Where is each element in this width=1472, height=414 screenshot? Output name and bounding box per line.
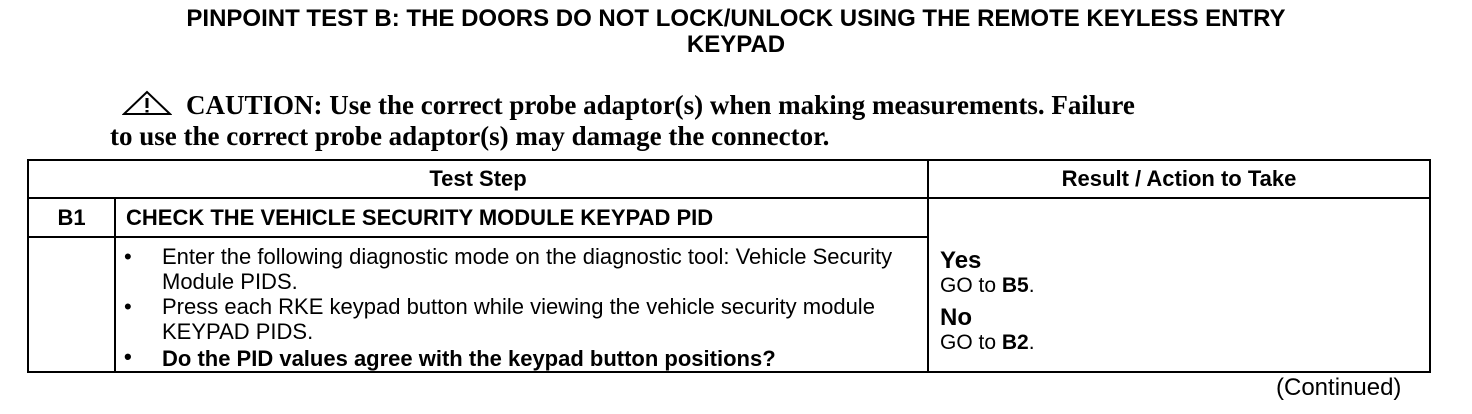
- caution-line-1: [110, 90, 1410, 121]
- yes-label: Yes: [940, 247, 982, 274]
- header-result: Result / Action to Take: [928, 160, 1430, 198]
- step-title: CHECK THE VEHICLE SECURITY MODULE KEYPAD PID: [115, 198, 928, 237]
- yes-action: [940, 273, 1429, 298]
- no-action-text: GO to: [940, 331, 1002, 354]
- instruction-text: Enter the following diagnostic mode on the diagnostic tool: Vehicle Security Module PIDS.: [162, 244, 893, 294]
- list-item: [116, 344, 927, 371]
- yes-target-link[interactable]: B5: [1001, 274, 1029, 297]
- step-id: B1: [28, 198, 115, 237]
- warning-triangle-icon: [122, 90, 172, 116]
- header-test-step: Test Step: [28, 160, 928, 198]
- instruction-text: Press each RKE keypad button while viewing the vehicle security module KEYPAD PIDS.: [162, 294, 875, 344]
- yes-action-text: GO to: [940, 274, 1002, 297]
- bullet-icon: •: [124, 294, 132, 319]
- pinpoint-test-table: [27, 159, 1431, 373]
- table-header-row: [28, 160, 1430, 198]
- no-action: [940, 330, 1429, 355]
- bullet-icon: •: [124, 244, 132, 269]
- caution-line-2: to use the correct probe adaptor(s) may damage the connector.: [110, 121, 830, 151]
- title-line-1: PINPOINT TEST B: THE DOORS DO NOT LOCK/UNLOCK USING THE REMOTE KEYLESS ENTRY: [186, 5, 1286, 32]
- page-title: [0, 6, 1472, 58]
- no-label: No: [940, 304, 973, 331]
- bullet-icon: •: [124, 344, 132, 369]
- yes-period: .: [1028, 274, 1035, 297]
- step-title-row: [28, 198, 1430, 237]
- instruction-list: [116, 238, 927, 371]
- instruction-question: Do the PID values agree with the keypad button positions?: [162, 346, 776, 371]
- list-item: [116, 294, 927, 344]
- result-cell: [928, 198, 1430, 372]
- step-instructions: [115, 237, 928, 372]
- caution-note: [110, 90, 1410, 152]
- caution-text-1: CAUTION: Use the correct probe adaptor(s) when making measurements. Failure: [186, 90, 1135, 120]
- step-id-empty: [28, 237, 115, 372]
- title-line-2: KEYPAD: [686, 31, 786, 58]
- no-period: .: [1028, 331, 1035, 354]
- no-target-link[interactable]: B2: [1001, 331, 1029, 354]
- continued-note: (Continued): [1276, 374, 1402, 401]
- list-item: [116, 244, 927, 294]
